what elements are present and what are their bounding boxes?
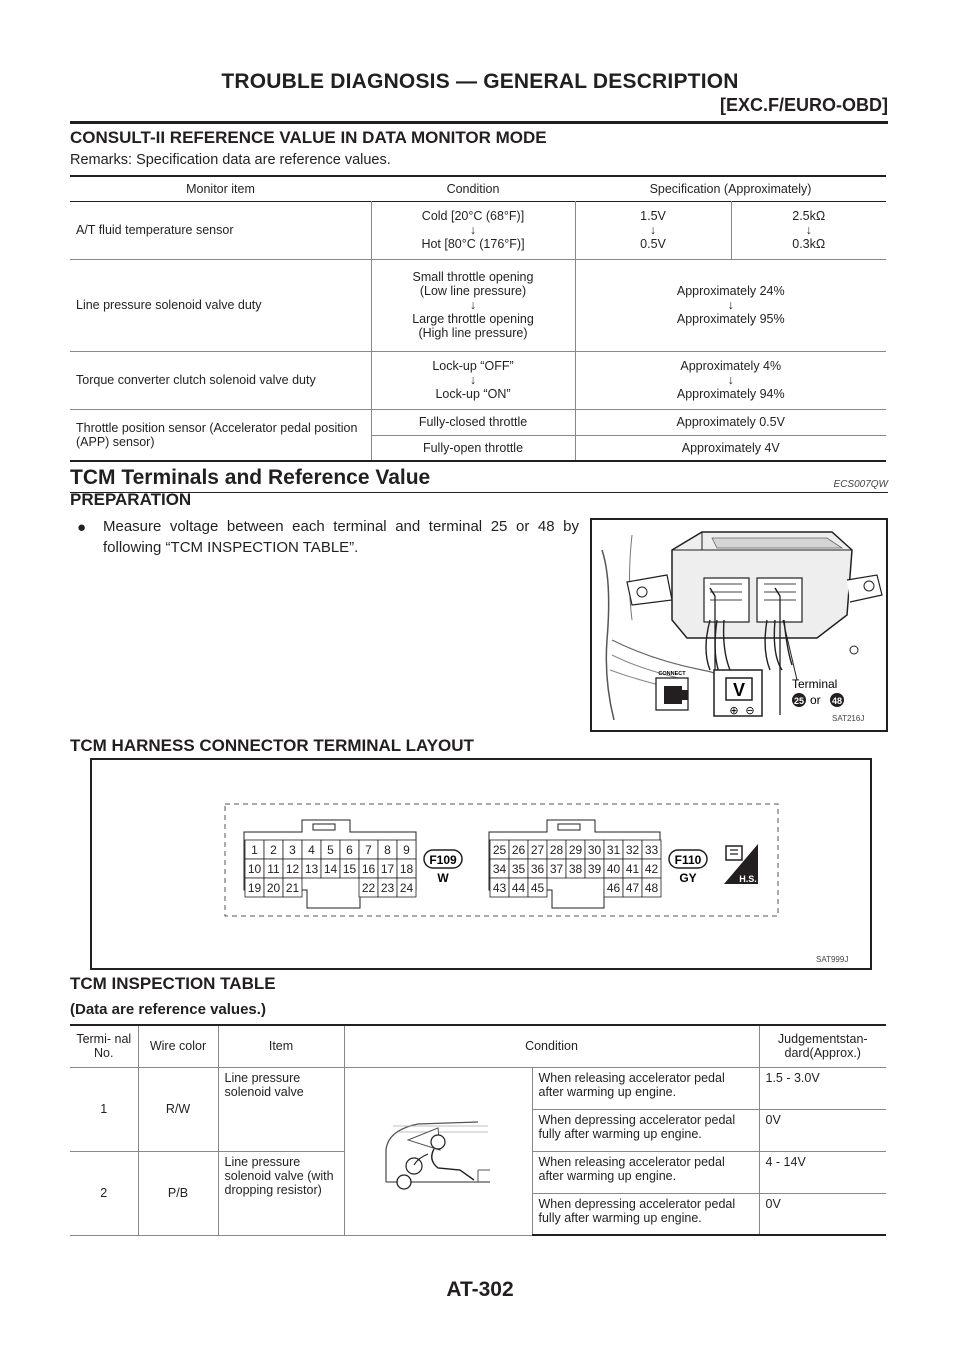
terminal-number: 7 [365, 843, 372, 857]
spec-line: Approximately 24% [676, 284, 785, 298]
section-rule [70, 492, 888, 493]
arrow-down: ↓ [469, 298, 477, 312]
terminal-number: 25 [492, 843, 507, 857]
terminal-number: 41 [625, 862, 640, 876]
terminal-number: 38 [568, 862, 583, 876]
terminal-number: 39 [587, 862, 602, 876]
spec-line: 0.5V [640, 237, 666, 251]
inspection-table-heading: TCM INSPECTION TABLE [70, 974, 276, 993]
table-row [70, 409, 886, 435]
header-rule [70, 121, 888, 124]
condition-atf [371, 201, 575, 259]
spec-line: 0.3kΩ [792, 237, 826, 251]
terminal-number: 22 [361, 881, 376, 895]
cond-line: Large throttle opening [412, 312, 534, 326]
connector-layout-figure [90, 758, 872, 970]
tcm-illustration [592, 520, 886, 730]
terminal-number: 19 [247, 881, 262, 895]
spec-atf-resistance [731, 201, 886, 259]
minus-terminal-icon: ⊖ [745, 704, 755, 717]
condition-tps-closed: Fully-closed throttle [418, 415, 528, 429]
terminal-number: 20 [266, 881, 281, 895]
terminal-number: 23 [380, 881, 395, 895]
connector-layout-heading: TCM HARNESS CONNECTOR TERMINAL LAYOUT [70, 736, 474, 755]
terminal-number: 33 [644, 843, 659, 857]
spec-line: Approximately 4% [680, 359, 782, 373]
terminal-number: 37 [549, 862, 564, 876]
consult-reference-table [70, 175, 886, 462]
consult-remarks: Remarks: Specification data are reference values. [70, 152, 391, 168]
connector-f109-color: W [437, 871, 449, 885]
terminal-number: 4 [308, 843, 315, 857]
arrow-down: ↓ [805, 223, 812, 237]
item-lps: Line pressure solenoid valve duty [70, 259, 371, 351]
preparation-text: Measure voltage between each terminal and terminal 25 or 48 by following “TCM INSPECTION TABLE”. [103, 518, 579, 556]
table-row [70, 351, 886, 409]
terminal-number: 26 [511, 843, 526, 857]
wire-color: P/B [138, 1151, 218, 1235]
col-wire-color: Wire color [138, 1025, 218, 1067]
terminal-number: 8 [384, 843, 391, 857]
terminal-number: 12 [285, 862, 300, 876]
consult-heading: CONSULT-II REFERENCE VALUE IN DATA MONITOR MODE [70, 128, 547, 147]
terminal-number: 24 [399, 881, 414, 895]
col-condition: Condition [446, 181, 500, 196]
terminal-label: Terminal [792, 677, 838, 691]
section-code: ECS007QW [833, 479, 888, 490]
arrow-down: ↓ [727, 298, 734, 312]
table-row [70, 259, 886, 351]
judgement: 4 - 14V [759, 1151, 886, 1193]
spec-line: Approximately 95% [676, 312, 785, 326]
hs-icon: H.S. [739, 874, 757, 884]
condition: When depressing accelerator pedal fully after warming up engine. [532, 1193, 759, 1235]
arrow-down: ↓ [469, 373, 477, 387]
terminal-number: 28 [549, 843, 564, 857]
terminal-number: 2 [270, 843, 277, 857]
terminal-number: 17 [380, 862, 395, 876]
terminal-number: 14 [323, 862, 338, 876]
spec-lps [575, 259, 886, 351]
terminal-number: 6 [346, 843, 353, 857]
terminal-number: 40 [606, 862, 621, 876]
terminal-number: 15 [342, 862, 357, 876]
judgement: 0V [759, 1109, 886, 1151]
cond-line: Small throttle opening [412, 270, 534, 284]
col-condition: Condition [344, 1025, 759, 1067]
tcm-voltmeter-figure [590, 518, 888, 732]
item: Line pressure solenoid valve [218, 1067, 344, 1151]
terminal-number: 43 [492, 881, 507, 895]
spec-line: 1.5V [640, 209, 666, 223]
terminal-number: 34 [492, 862, 507, 876]
terminal-number: 13 [304, 862, 319, 876]
condition: When depressing accelerator pedal fully after warming up engine. [532, 1109, 759, 1151]
condition-tps-open: Fully-open throttle [422, 440, 524, 455]
condition-lps [371, 259, 575, 351]
item: Line pressure solenoid valve (with dropping resistor) [218, 1151, 344, 1235]
item-tps: Throttle position sensor (Accelerator pedal position (APP) sensor) [70, 409, 371, 461]
inspection-table-note: (Data are reference values.) [70, 1001, 266, 1018]
col-judgement-standard: Judgementstan- dard(Approx.) [759, 1025, 886, 1067]
terminal-number: 45 [530, 881, 545, 895]
terminal-number: 48 [644, 881, 659, 895]
judgement: 0V [759, 1193, 886, 1235]
connector-f109-code: F109 [429, 853, 457, 867]
spec-line: 2.5kΩ [792, 209, 826, 223]
terminal-number: 1 [251, 843, 258, 857]
terminal-number: 16 [361, 862, 376, 876]
terminal-25-badge: 25 [793, 696, 805, 706]
terminal-no: 1 [70, 1067, 138, 1151]
plus-terminal-icon: ⊕ [729, 704, 739, 717]
terminal-number: 35 [511, 862, 526, 876]
terminal-number: 10 [247, 862, 262, 876]
terminal-number: 32 [625, 843, 640, 857]
cond-line: (High line pressure) [418, 326, 528, 340]
preparation-heading: PREPARATION [70, 490, 192, 509]
cond-line: Lock-up “ON” [435, 387, 511, 401]
page-header-subtitle: [EXC.F/EURO-OBD] [720, 95, 888, 115]
cond-line: Hot [80°C (176°F)] [421, 237, 525, 251]
figure-label: SAT999J [816, 955, 849, 964]
page-number: AT-302 [446, 1278, 514, 1301]
driver-in-car-icon [378, 1110, 498, 1190]
terminal-number: 3 [289, 843, 296, 857]
terminal-number: 31 [606, 843, 621, 857]
cond-line: (Low line pressure) [419, 284, 527, 298]
page-header-title: TROUBLE DIAGNOSIS — GENERAL DESCRIPTION [221, 70, 739, 93]
table-row [70, 201, 886, 259]
condition-tcc [371, 351, 575, 409]
connector-layout-diagram [92, 760, 870, 968]
terminal-number: 47 [625, 881, 640, 895]
cond-line: Cold [20°C (68°F)] [421, 209, 525, 223]
voltmeter-symbol: V [732, 680, 746, 700]
arrow-down: ↓ [727, 373, 734, 387]
terminal-number: 42 [644, 862, 659, 876]
cond-line: Lock-up “OFF” [432, 359, 514, 373]
arrow-down: ↓ [469, 223, 477, 237]
judgement: 1.5 - 3.0V [759, 1067, 886, 1109]
terminal-48-badge: 48 [831, 696, 843, 706]
tcm-inspection-table [70, 1024, 886, 1236]
terminal-number: 29 [568, 843, 583, 857]
bullet-icon: ● [77, 519, 87, 536]
col-monitor-item: Monitor item [186, 181, 255, 196]
col-item: Item [218, 1025, 344, 1067]
arrow-down: ↓ [649, 223, 657, 237]
spec-tcc [575, 351, 886, 409]
terminal-number: 44 [511, 881, 526, 895]
terminal-number: 18 [399, 862, 414, 876]
spec-atf-voltage [575, 201, 731, 259]
terminal-number: 30 [587, 843, 602, 857]
col-specification: Specification (Approximately) [649, 181, 812, 196]
spec-line: Approximately 94% [676, 387, 785, 401]
terminal-number: 21 [285, 881, 300, 895]
terminal-number: 9 [403, 843, 410, 857]
table-row [70, 1067, 886, 1109]
terminal-number: 11 [267, 862, 280, 876]
terminal-number: 36 [530, 862, 545, 876]
tcm-heading: TCM Terminals and Reference Value [70, 466, 431, 489]
terminal-number: 27 [530, 843, 545, 857]
spec-tps-open: Approximately 4V [575, 435, 886, 461]
connector-f110-color: GY [679, 871, 697, 885]
col-terminal-no: Termi- nal No. [70, 1025, 138, 1067]
or-label: or [810, 693, 821, 707]
connector-f110-code: F110 [674, 853, 702, 867]
spec-tps-closed: Approximately 0.5V [575, 409, 886, 435]
terminal-number: 5 [327, 843, 334, 857]
item-tcc: Torque converter clutch solenoid valve duty [70, 351, 371, 409]
wire-color: R/W [138, 1067, 218, 1151]
driver-pedal-figure [344, 1067, 532, 1235]
item-atf: A/T fluid temperature sensor [70, 201, 371, 259]
terminal-number: 46 [606, 881, 621, 895]
condition: When releasing accelerator pedal after warming up engine. [532, 1067, 759, 1109]
condition: When releasing accelerator pedal after warming up engine. [532, 1151, 759, 1193]
terminal-no: 2 [70, 1151, 138, 1235]
figure-label: SAT216J [832, 714, 865, 723]
connect-icon: CONNECT [658, 671, 686, 677]
